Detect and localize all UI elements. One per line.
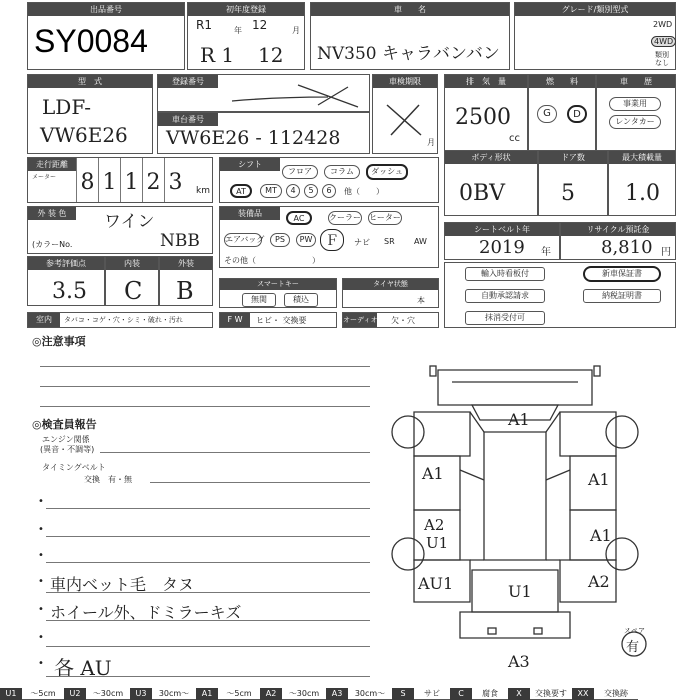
spare-label: スペア [624,627,645,635]
reg-no-label: 登録番号 [158,75,218,88]
inspector-timing: タイミングベルト [42,463,106,472]
damage-right-rear: A2 [588,572,610,591]
color-value: ワイン [104,212,155,232]
legend-value: サビ [414,688,450,700]
model-label: 型 式 [28,75,152,88]
inspector-timing-sub: 交換 有・無 [84,475,132,484]
reg-no-box [157,74,370,112]
interior-row-label: 室内 [28,313,60,327]
car-name-box [310,2,510,70]
shift-dash: ダッシュ [366,164,408,180]
damage-front: A1 [508,410,530,429]
shift-other: 他（ ） [344,187,384,196]
inspector-engine: エンジン関係 [42,435,90,444]
audio-row-text: 欠・穴 [391,316,415,325]
body-value: 0BV [459,181,506,206]
color-box [27,206,213,254]
score-box [27,256,105,306]
legend-key: A1 [196,688,218,700]
exterior-label: 外装 [160,257,212,270]
inspector-line [46,562,370,563]
grade-label: グレード/類別型式 [515,3,675,16]
inspector-remark-3: 各 AU [54,656,112,680]
legend-key: U2 [64,688,86,700]
legend-value: 30cm～ [152,688,196,700]
smart-key-label: スマートキー [220,279,336,290]
reg-no-strike [218,79,368,111]
first-reg-box [187,2,305,70]
doors-label: ドア数 [539,151,607,164]
damage-left-rear: AU1 [418,574,454,593]
equipment-box [219,206,439,268]
legend-value: 腐食 [472,688,508,700]
color-code: NBB [160,231,200,251]
equip-heater: ヒーター [368,211,402,225]
mileage-box [27,157,213,203]
capacity-value: 1.0 [625,181,660,206]
exterior-value: B [176,277,194,305]
doc-warranty: 新車保証書 [583,266,661,282]
body-box [444,150,538,216]
inspector-line [100,452,370,453]
inspector-remark-2: ホイール外、ドミラーキズ [50,603,242,622]
category-business: 事業用 [609,97,661,111]
lot-label: 出品番号 [28,3,184,16]
lot-box [27,2,185,70]
smart-key-opt2: 積込 [284,293,318,307]
equipment-label: 装備品 [220,207,280,220]
damage-legend [0,688,700,700]
recycle-box [560,222,676,260]
notes-line [40,406,370,407]
inspector-line [150,482,370,483]
interior-row [27,312,213,328]
inspection-strike [379,95,429,141]
displacement-label: 排 気 量 [445,75,527,88]
interior-row-text: タバコ・コゲ・穴・シミ・破れ・汚れ [64,316,183,324]
fuel-label: 燃 料 [529,75,595,88]
fuel-box [528,74,596,154]
first-reg-month-printed: 12 [252,18,268,32]
first-reg-month-mark: 月 [292,26,300,35]
body-label: ボディ形状 [445,151,537,164]
legend-value: ～30cm [282,688,326,700]
capacity-label: 最大積載量 [609,151,675,164]
bullet: • [38,496,44,507]
audio-row-label: オーディオ [343,313,377,327]
audio-row [342,312,439,328]
legend-value: 交換要す [530,688,572,700]
legend-key: X [508,688,530,700]
damage-rear-glass: U1 [508,582,532,601]
damage-right-front: A1 [588,470,610,489]
shift-box [219,157,439,203]
legend-key: XX [572,688,594,700]
inspection-box [372,74,438,154]
displacement-unit: cc [509,133,520,144]
interior-value: C [124,277,143,305]
inspector-line [46,536,370,537]
capacity-box [608,150,676,216]
equip-other: その他（ ） [224,256,320,265]
legend-key: U1 [0,688,22,700]
grade-box [514,2,676,70]
seatbelt-value: 2019 [479,237,525,258]
inspection-label: 車検期限 [373,75,437,88]
doc-import-board: 輸入時看板付 [465,267,545,281]
fuel-gasoline: G [537,105,557,123]
equip-pw-mark: Ｆ [320,229,344,251]
equip-sr: SR [384,237,395,246]
bullet: • [38,658,44,669]
shift-4: 4 [286,184,300,198]
equip-aw: AW [414,237,427,246]
model-line1: LDF- [42,95,92,119]
legend-value: ～30cm [86,688,130,700]
inspector-line [46,676,370,677]
shift-6: 6 [322,184,336,198]
lot-number: SY0084 [34,23,148,59]
grade-2wd: 2WD [653,20,673,29]
first-reg-label: 初年度登録 [188,3,304,16]
inspector-title: ◎検査員報告 [32,418,97,431]
inspector-engine-sub: (異音・不調等) [40,445,95,454]
inspector-remark-1: 車内ベット毛 タヌ [50,575,195,594]
mileage-digit: 3 [164,158,186,202]
fw-row-label: F W [220,313,250,327]
inspector-line [46,646,370,647]
displacement-value: 2500 [455,105,511,130]
legend-value: ～5cm [218,688,260,700]
doc-auto-approval: 自動承認請求 [465,289,545,303]
doc-cancel-ok: 抹消受付可 [465,311,545,325]
inspector-line [46,620,370,621]
first-reg-month-hw: 12 [258,43,284,67]
color-label: 外 装 色 [28,207,76,220]
tire-unit: 本 [417,296,425,305]
category-rental: レンタカー [609,115,661,129]
displacement-box [444,74,528,154]
damage-left-front: A1 [422,464,444,483]
shift-label: シフト [220,158,280,171]
notes-title: ◎注意事項 [32,335,86,348]
damage-left-mid-a: A2 [424,516,445,534]
score-value: 3.5 [52,279,87,304]
doors-box [538,150,608,216]
legend-key: U3 [130,688,152,700]
mileage-label: 走行距離 [28,158,76,171]
equip-airbag: エアバッグ [224,233,262,247]
equip-ac: AC [286,211,312,225]
doors-value: 5 [561,181,575,206]
interior-box [105,256,159,306]
mileage-digit: 8 [76,158,98,202]
first-reg-era-hw: R 1 [200,43,235,67]
seatbelt-unit: 年 [541,247,551,258]
shift-column: コラム [324,165,360,179]
shift-floor: フロア [282,165,318,179]
interior-label: 内装 [106,257,158,270]
mileage-digits [76,158,216,202]
grade-4wd: 4WD [651,36,676,47]
doc-tax-cert: 納税証明書 [583,289,661,303]
first-reg-era-printed: R1 [196,18,212,32]
shift-at: AT [230,184,252,198]
fuel-diesel: D [567,105,587,123]
model-line2: VW6E26 [40,123,128,147]
fw-row-text: ヒビ・ 交換要 [256,316,307,325]
category-label: 車 歴 [597,75,675,88]
model-box [27,74,153,154]
legend-key: C [450,688,472,700]
notes-line [40,366,370,367]
legend-key: S [392,688,414,700]
damage-left-mid-u: U1 [426,534,449,552]
smart-key-box [219,278,337,308]
score-label: 参考評価点 [28,257,104,270]
mileage-sub: メーター [32,174,57,181]
recycle-label: リサイクル預託金 [561,223,675,236]
chassis-box [157,112,370,154]
car-name-label: 車 名 [311,3,509,16]
equip-navi: ナビ [354,238,370,247]
recycle-unit: 円 [661,247,671,258]
legend-key: A3 [326,688,348,700]
shift-mt: MT [260,184,282,198]
equip-ps: PS [270,233,290,247]
color-code-label: (カラーNo. [32,240,73,249]
legend-value: ～5cm [22,688,64,700]
mileage-digit: 2 [142,158,164,202]
equip-pw: PW [296,233,316,247]
spare-mark: 有 [626,640,640,655]
inspection-month-mark: 月 [427,138,435,147]
mileage-digit: 1 [120,158,142,202]
legend-key: A2 [260,688,282,700]
bullet: • [38,550,44,561]
first-reg-year-mark: 年 [234,26,242,35]
shift-5: 5 [304,184,318,198]
tire-box [342,278,439,308]
bullet: • [38,524,44,535]
seatbelt-label: シートベルト年 [445,223,559,236]
chassis-value: VW6E26 - 112428 [166,127,341,149]
tire-label: タイヤ状態 [343,279,438,290]
seatbelt-box [444,222,560,260]
smart-key-opt1: 無関 [242,293,276,307]
docs-box [444,262,676,328]
bullet: • [38,604,44,615]
legend-value: 30cm～ [348,688,392,700]
category-box [596,74,676,154]
grade-none: 類別 なし [655,51,669,67]
bullet: • [38,576,44,587]
notes-line [40,386,370,387]
inspector-line [46,508,370,509]
fw-row [219,312,337,328]
exterior-box [159,256,213,306]
chassis-label: 車台番号 [158,113,218,126]
damage-right-mid: A1 [590,526,612,545]
legend-value: 交換跡 [594,688,638,700]
damage-bumper: A3 [508,652,530,671]
bullet: • [38,632,44,643]
equip-cooler: クーラー [328,211,362,225]
inspector-line [46,592,370,593]
recycle-value: 8,810 [601,237,653,258]
mileage-unit: km [196,186,210,196]
car-name-value: NV350 キャラバンバン [317,44,500,64]
mileage-digit: 1 [98,158,120,202]
